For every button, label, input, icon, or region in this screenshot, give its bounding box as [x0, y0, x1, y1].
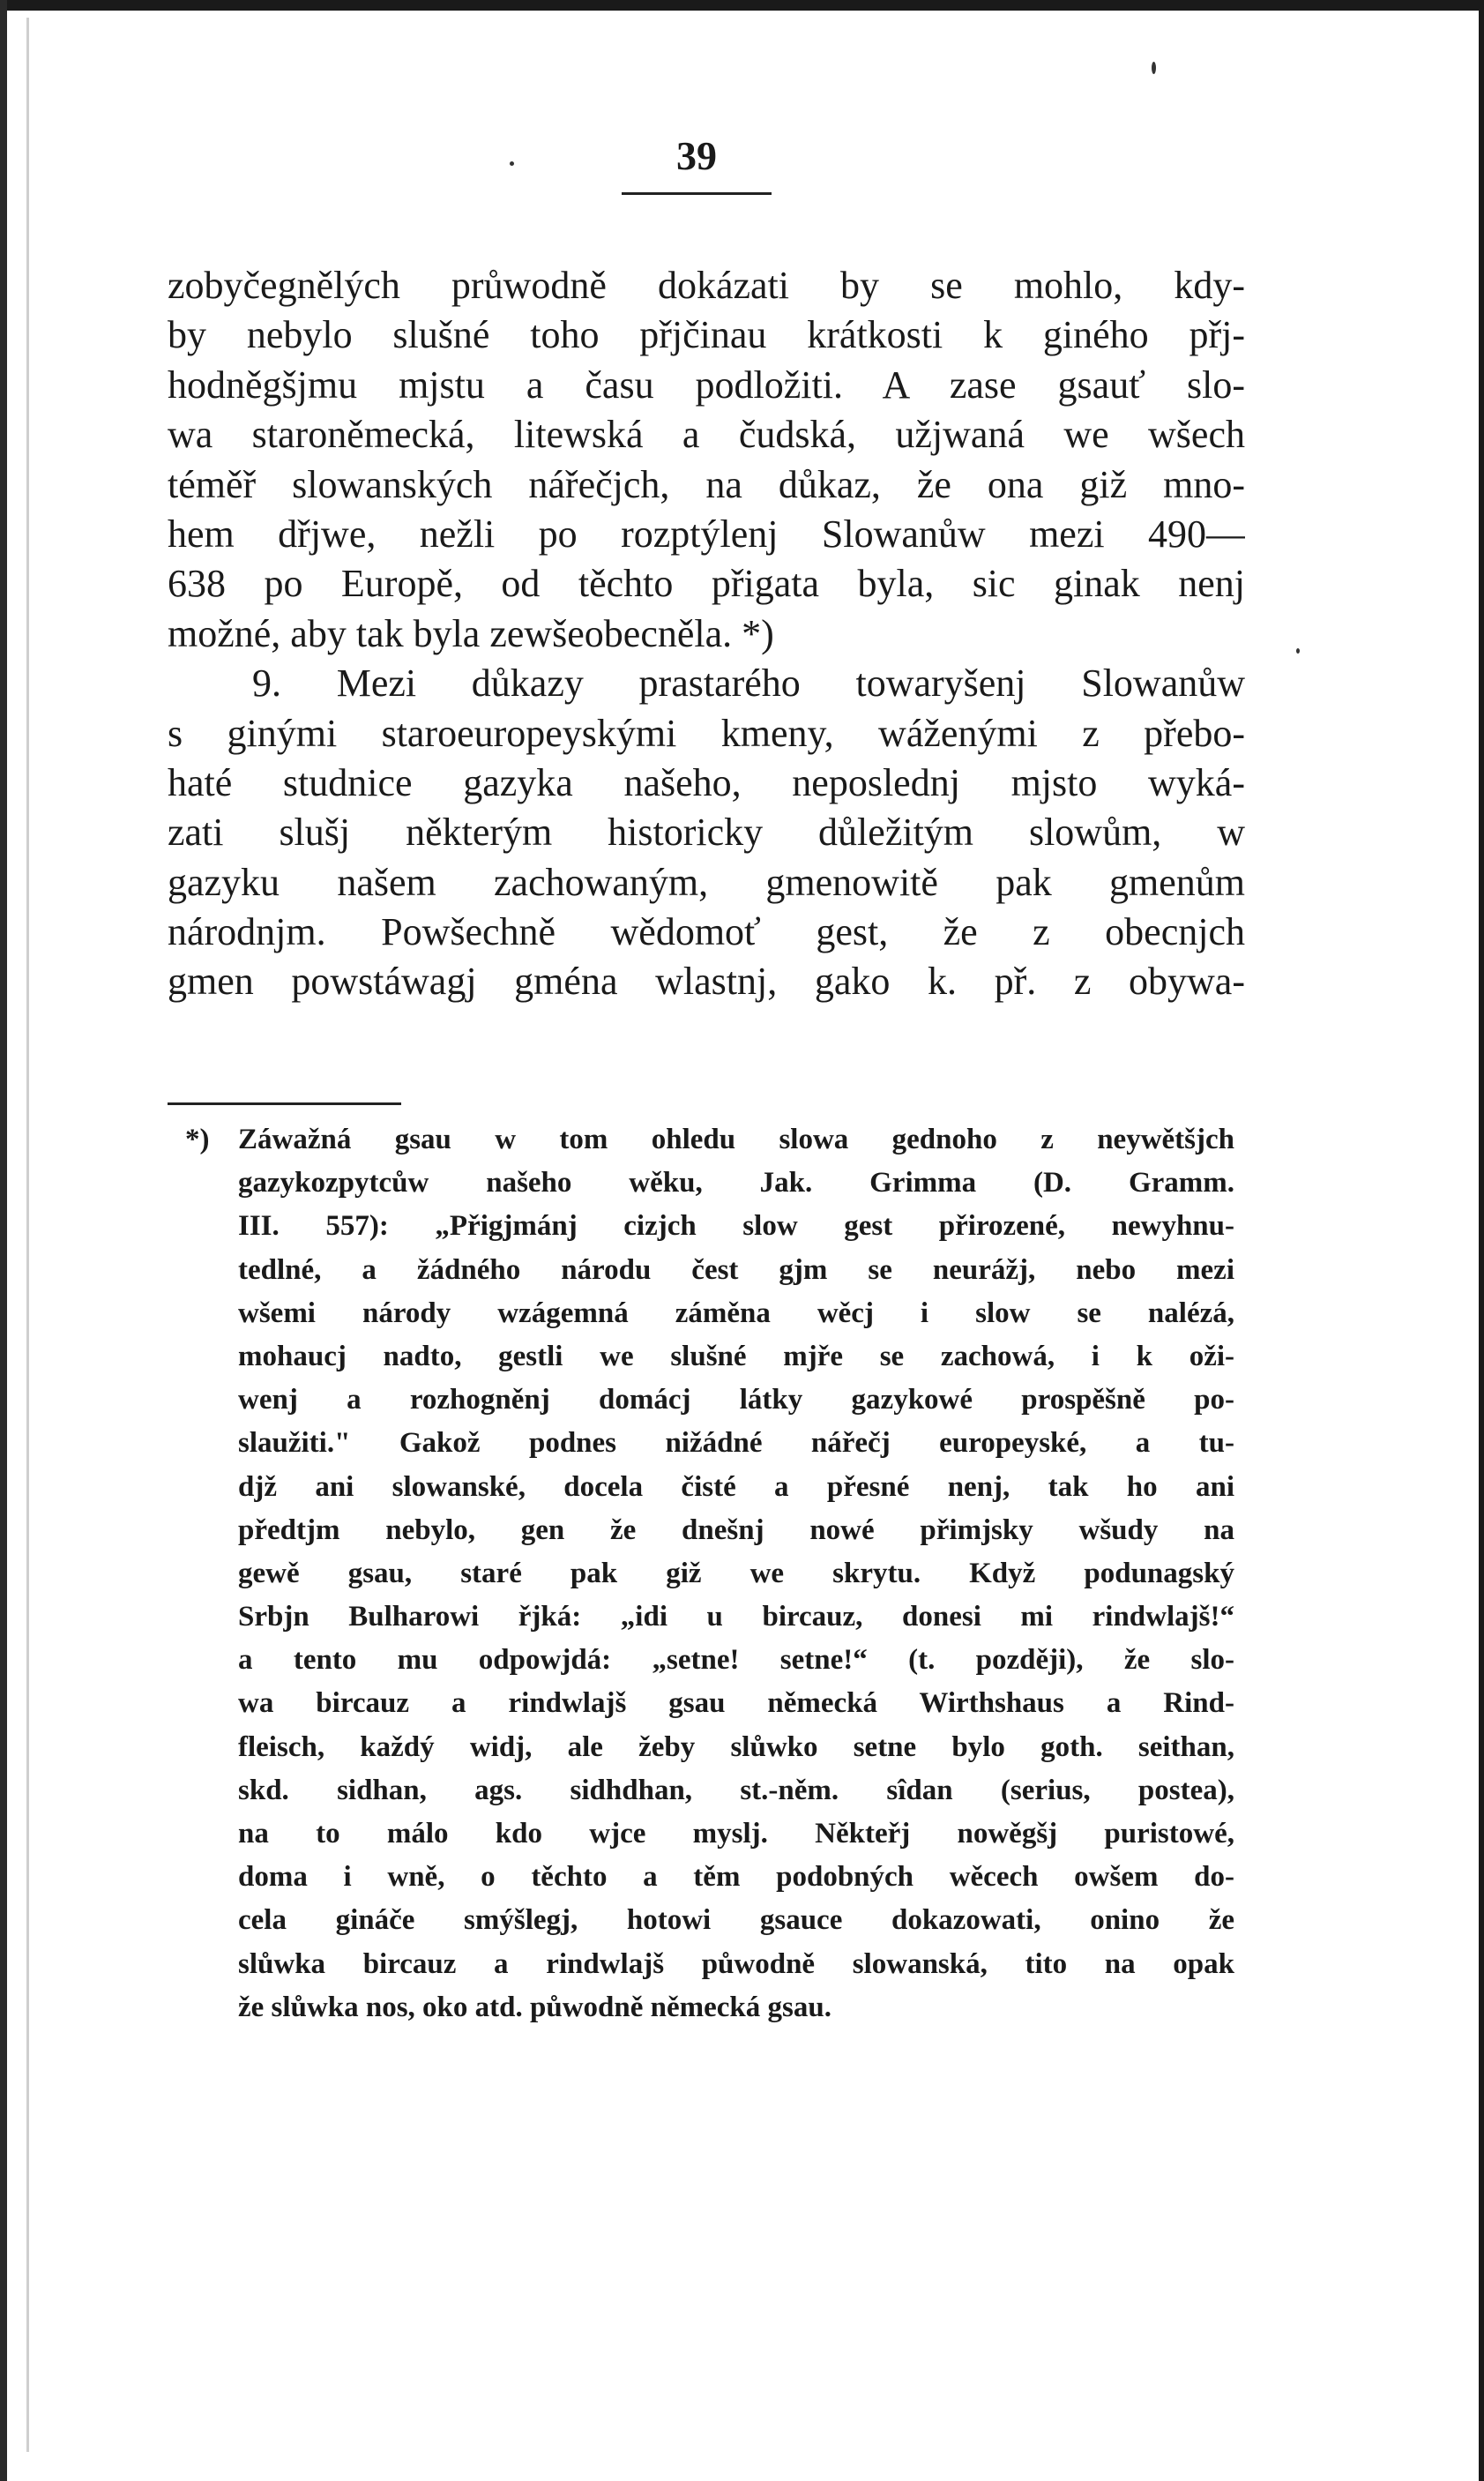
text-line: národnjm. Powšechně wědomoť gest, že z obecnjch — [168, 910, 1245, 954]
footnote-line: gazykozpytcůw našeho wěku, Jak. Grimma (D. Gramm. — [238, 1167, 1234, 1199]
text-line: wa staroněmecká, litewská a čudská, užjwaná we wšech — [168, 413, 1245, 457]
ink-speck — [1152, 62, 1156, 74]
ink-speck — [510, 161, 514, 166]
footnote-line: slaužiti." Gakož podnes nižádné nářečj europeyské, a tu- — [238, 1427, 1234, 1460]
paragraph-start-line: 9. Mezi důkazy prastarého towaryšenj Slowanůw — [252, 661, 1245, 706]
footnote-line: wšemi národy wzágemná záměna wěcj i slow se nalézá, — [238, 1297, 1234, 1329]
footnote-line: že slůwka nos, oko atd. půwodně německá gsau. — [238, 1991, 831, 2023]
main-text — [168, 261, 1245, 1007]
scan-border-top — [0, 0, 1484, 11]
footnote-line: wa bircauz a rindwlajš gsau německá Wirthshaus a Rind- — [238, 1687, 1234, 1720]
footnote-rule — [168, 1102, 401, 1105]
footnote-line: mohaucj nadto, gestli we slušné mjře se zachowá, i k oži- — [238, 1340, 1234, 1372]
text-line: hodněgšjmu mjstu a času podložiti. A zase gsauť slo- — [168, 362, 1245, 407]
footnote — [185, 1118, 1234, 2029]
footnote-line: doma i wně, o těchto a těm podobných wěcech owšem do- — [238, 1861, 1234, 1894]
page-number-rule — [622, 192, 772, 195]
text-line: haté studnice gazyka našeho, neposlednj mjsto wyká- — [168, 760, 1245, 804]
text-line: s ginými staroeuropeyskými kmeny, wáženými z přebo- — [168, 711, 1245, 755]
footnote-marker: *) — [185, 1124, 210, 1155]
scan-border-right — [1479, 0, 1484, 2481]
scan-margin-line — [26, 18, 29, 2452]
footnote-line: Srbjn Bulharowi řjká: „idi u bircauz, donesi mi rindwlajš!“ — [238, 1601, 1234, 1633]
text-line: téměř slowanských nářečjch, na důkaz, že ona giž mno- — [168, 462, 1245, 506]
text-line: zobyčegnělých průwodně dokázati by se mohlo, kdy- — [168, 264, 1245, 307]
scan-border-left — [0, 0, 7, 2481]
text-line: hem dřjwe, nežli po rozptýlenj Slowanůw mezi 490— — [168, 512, 1245, 556]
footnote-line — [185, 1118, 1234, 1162]
footnote-line: cela gináče smýšlegj, hotowi gsauce dokazowati, onino že — [238, 1904, 1234, 1937]
footnote-line: wenj a rozhogněnj domácj látky gazykowé prospěšně po- — [238, 1384, 1234, 1416]
text-line: 638 po Europě, od těchto přigata byla, sic ginak nenj — [168, 562, 1245, 606]
footnote-line: III. 557): „Přigjmánj cizjch slow gest přirozené, newyhnu- — [238, 1210, 1234, 1243]
footnote-line: djž ani slowanské, docela čisté a přesné nenj, tak ho ani — [238, 1470, 1234, 1503]
text-line: gazyku našem zachowaným, gmenowitě pak gmenům — [168, 860, 1245, 904]
footnote-line: tedlné, a žádného národu čest gjm se neurážj, nebo mezi — [238, 1253, 1234, 1286]
footnote-line: skd. sidhan, ags. sidhdhan, st.-něm. sîdan (serius, postea), — [238, 1774, 1234, 1806]
footnote-line-text: Záwažná gsau w tom ohledu slowa gednoho z neywětšjch — [238, 1124, 1234, 1155]
footnote-line: na to málo kdo wjce myslj. Někteřj nowěgšj puristowé, — [238, 1818, 1234, 1850]
ink-speck — [1296, 648, 1300, 654]
footnote-line: gewě gsau, staré pak giž we skrytu. Když podunagský — [238, 1557, 1234, 1589]
footnote-line: předtjm nebylo, gen že dnešnj nowé přimjsky wšudy na — [238, 1513, 1234, 1546]
footnote-line: slůwka bircauz a rindwlajš půwodně slowanská, tito na opak — [238, 1947, 1234, 1980]
text-line: gmen powstáwagj gména wlastnj, gako k. př. z obywa- — [168, 960, 1245, 1004]
text-line: zati slušj některým historicky důležitým slowům, w — [168, 811, 1245, 855]
text-line: by nebylo slušné toho přjčinau krátkosti k giného přj- — [168, 313, 1245, 357]
footnote-line: fleisch, každý widj, ale žeby slůwko setne bylo goth. seithan, — [238, 1730, 1234, 1763]
page-number: 39 — [676, 133, 717, 178]
text-line: možné, aby tak byla zewšeobecněla. *) — [168, 611, 774, 655]
footnote-line: a tento mu odpowjdá: „setne! setne!“ (t. později), že slo- — [238, 1644, 1234, 1677]
